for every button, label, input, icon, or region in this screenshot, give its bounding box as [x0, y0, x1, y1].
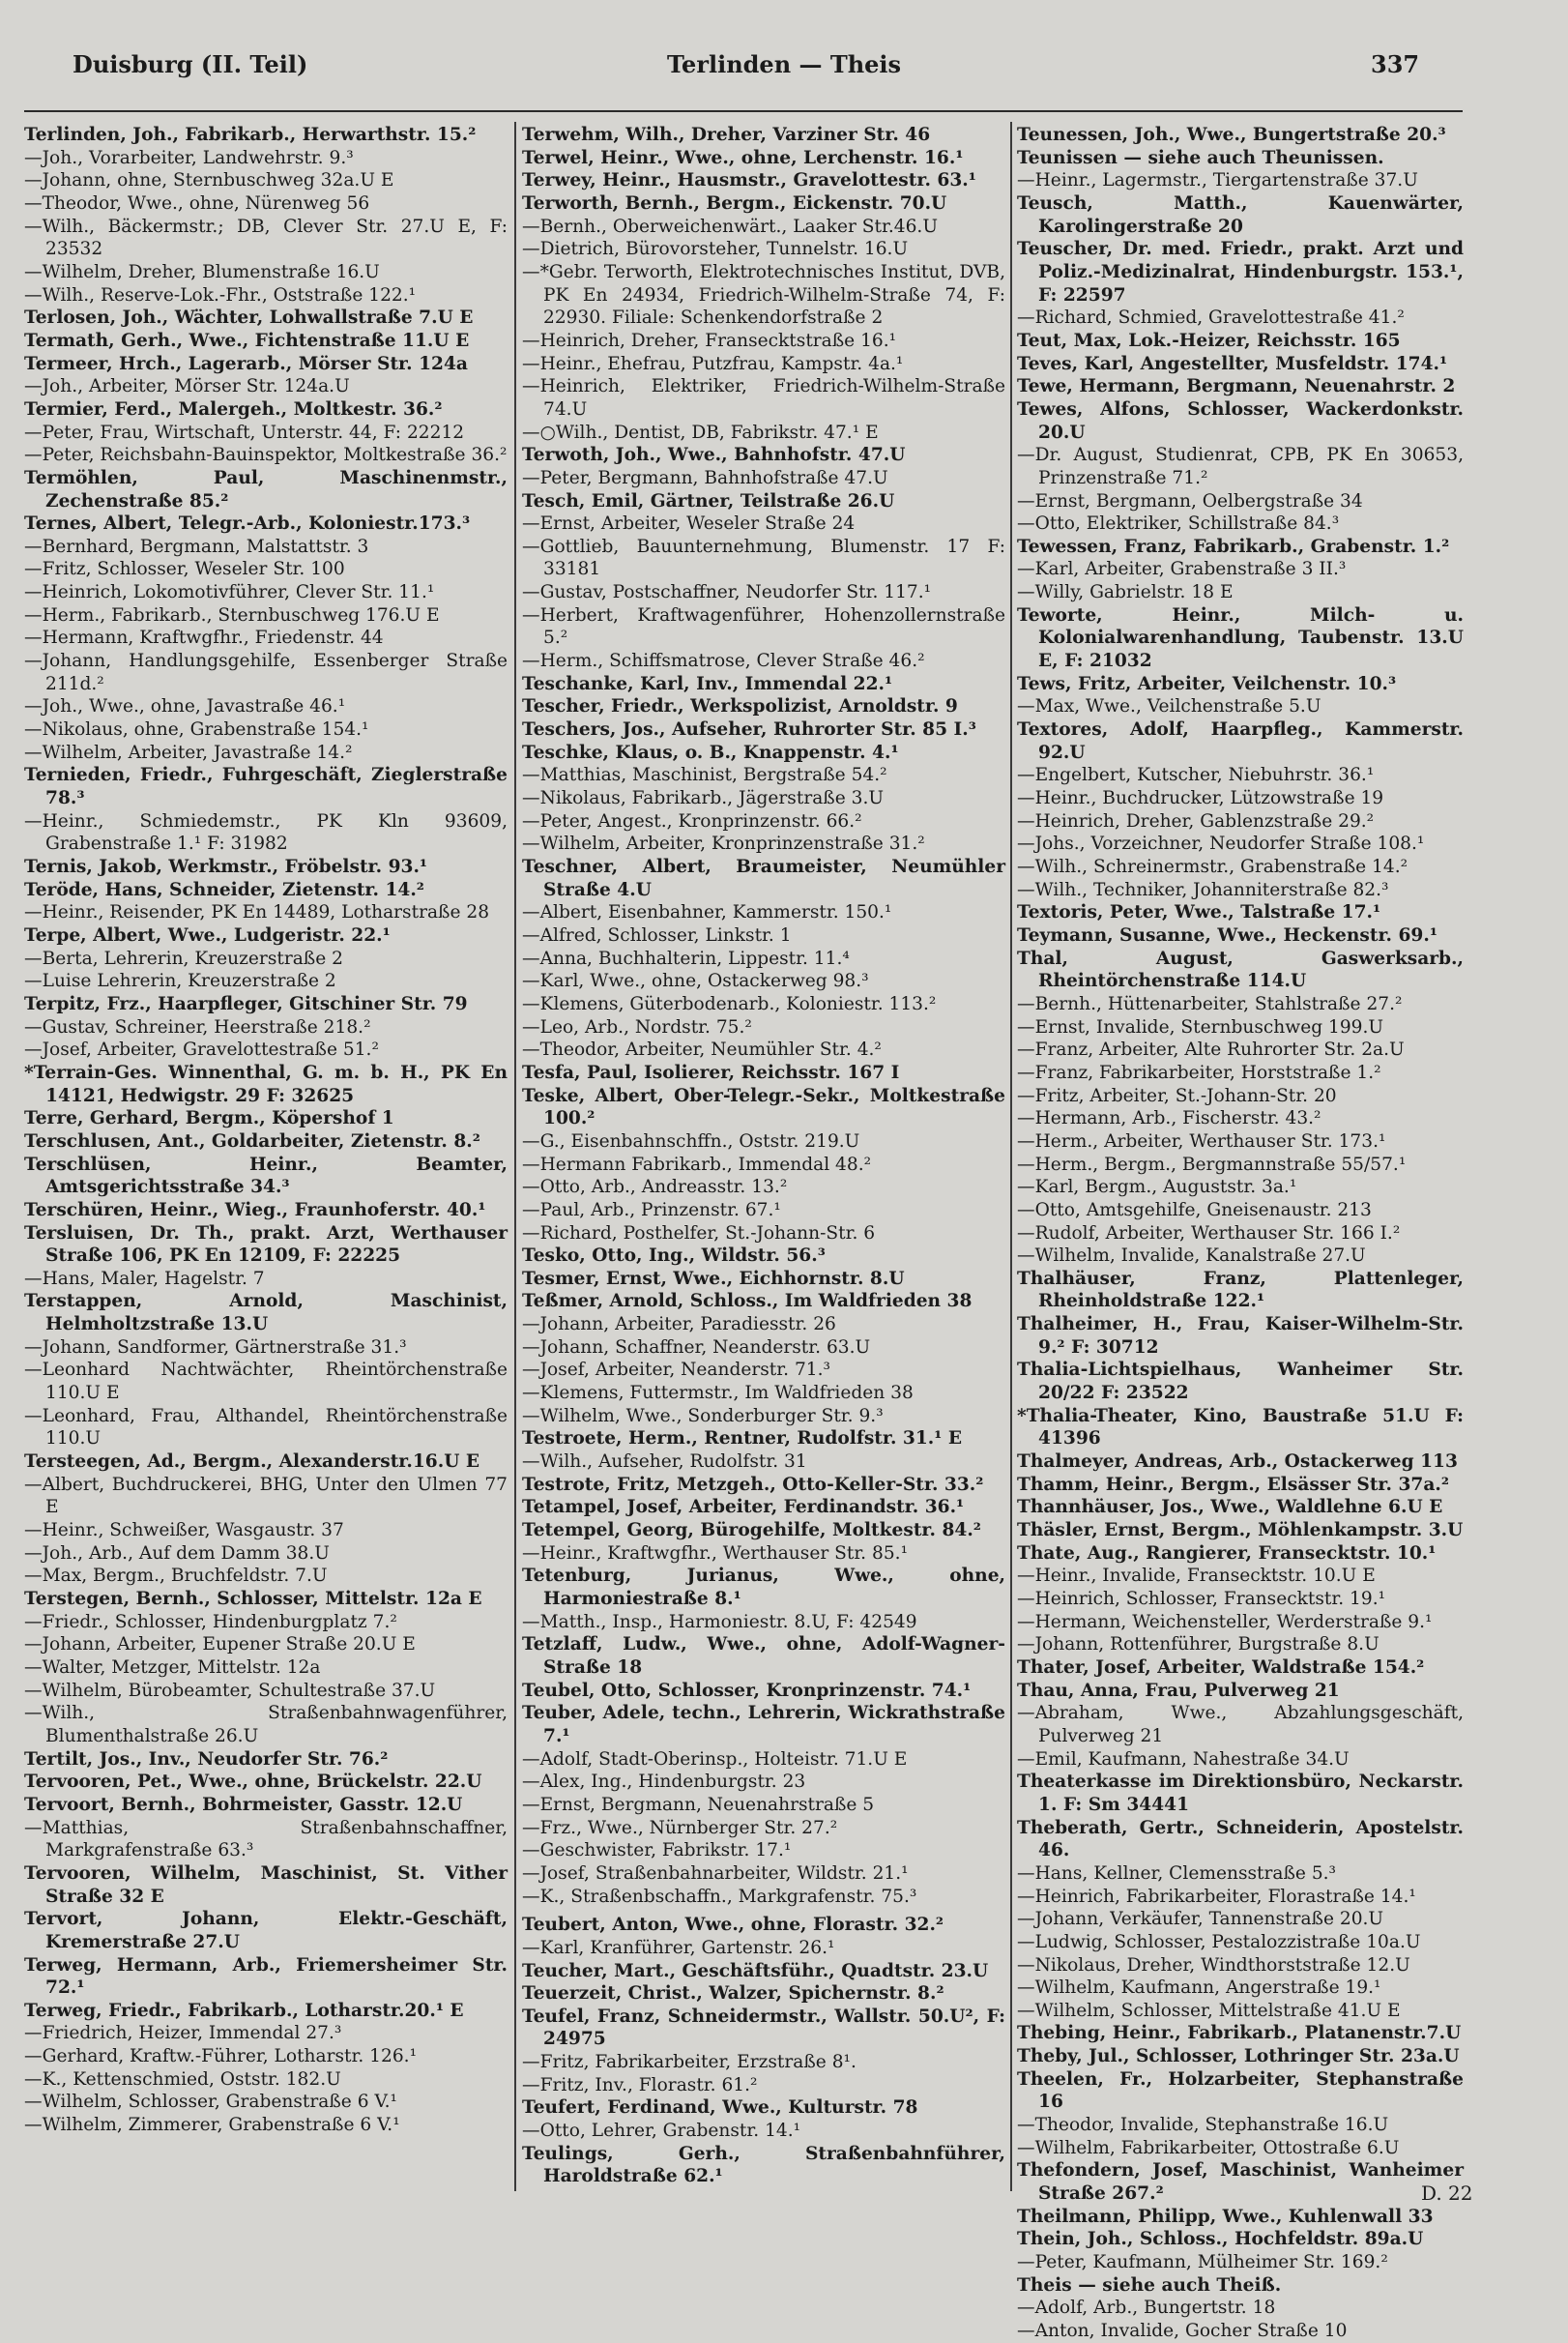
directory-entry: Tescher, Friedr., Werkspolizist, Arnoldstr. 9	[522, 696, 958, 718]
directory-entry: —Herm., Arbeiter, Werthauser Str. 173.¹	[1017, 1130, 1386, 1152]
directory-entry: —Herm., Schiffsmatrose, Clever Straße 46.²	[522, 651, 925, 672]
directory-entry: Ternis, Jakob, Werkmstr., Fröbelstr. 93.¹	[24, 857, 428, 877]
directory-entry: Testrote, Fritz, Metzgeh., Otto-Keller-Str. 33.²	[522, 1474, 984, 1495]
directory-entry: —Anna, Buchhalterin, Lippestr. 11.⁴	[522, 948, 850, 969]
directory-entry: —Wilh., Aufseher, Rudolfstr. 31	[522, 1451, 807, 1473]
directory-entry: —Leonhard, Frau, Althandel, Rheintörchenstraße 110.U	[24, 1405, 508, 1450]
directory-entry: —Peter, Bergmann, Bahnhofstraße 47.U	[522, 467, 888, 488]
directory-entry: Tetzlaff, Ludw., Wwe., ohne, Adolf-Wagner-Straße 18	[522, 1634, 1005, 1678]
directory-entry: —Heinr., Invalide, Fransecktstr. 10.U E	[1017, 1566, 1376, 1587]
directory-entry: Teuscher, Dr. med. Friedr., prakt. Arzt und Poliz.-Medizinalrat, Hindenburgstr. 153.¹, F: 22597	[1017, 239, 1464, 306]
directory-entry: —Gustav, Postschaffner, Neudorfer Str. 117.¹	[522, 582, 932, 603]
directory-entry: —Karl, Bergm., Auguststr. 3a.¹	[1017, 1177, 1297, 1198]
directory-entry: Tervooren, Wilhelm, Maschinist, St. Vither Straße 32 E	[24, 1862, 508, 1907]
directory-entry: —Friedrich, Heizer, Immendal 27.³	[24, 2023, 342, 2044]
directory-entry: Thalheimer, H., Frau, Kaiser-Wilhelm-Str. 9.² F: 30712	[1017, 1314, 1464, 1358]
directory-entry: —Johann, Rottenführer, Burgstraße 8.U	[1017, 1634, 1379, 1655]
signature-mark: D. 22	[1421, 2182, 1473, 2205]
directory-entry: —Johann, Schaffner, Neanderstr. 63.U	[522, 1336, 871, 1358]
directory-entry: —K., Straßenbschaffn., Markgrafenstr. 75.³	[522, 1886, 917, 1907]
directory-entry: Termath, Gerh., Wwe., Fichtenstraße 11.U E	[24, 330, 470, 351]
directory-entry: Thate, Aug., Rangierer, Fransecktstr. 10.¹	[1017, 1542, 1437, 1564]
directory-entry: Tertilt, Jos., Inv., Neudorfer Str. 76.²	[24, 1748, 389, 1770]
directory-entry: —Karl, Kranführer, Gartenstr. 26.¹	[522, 1937, 835, 1958]
directory-entry: —Otto, Elektriker, Schillstraße 84.³	[1017, 513, 1340, 535]
directory-entry: —Wilh., Bäckermstr.; DB, Clever Str. 27.U E, F: 23532	[24, 216, 508, 260]
directory-entry: Thamm, Heinr., Bergm., Elsässer Str. 37a.²	[1017, 1474, 1450, 1495]
column-divider	[1010, 122, 1012, 2191]
directory-entry: —Hermann, Arb., Fischerstr. 43.²	[1017, 1108, 1321, 1129]
directory-entry: Textores, Adolf, Haarpfleg., Kammerstr. 92.U	[1017, 719, 1464, 763]
running-head-left: Duisburg (II. Teil)	[73, 50, 308, 78]
directory-entry: Termier, Ferd., Malergeh., Moltkestr. 36.²	[24, 398, 443, 420]
directory-entry: —Johs., Vorzeichner, Neudorfer Straße 108.¹	[1017, 834, 1425, 855]
directory-entry: —Wilhelm, Bürobeamter, Schultestraße 37.U	[24, 1680, 436, 1701]
directory-entry: —Heinr., Schmiedemstr., PK Kln 93609, Grabenstraße 1.¹ F: 31982	[24, 810, 508, 855]
directory-entry: Tervort, Johann, Elektr.-Geschäft, Kremerstraße 27.U	[24, 1909, 508, 1952]
directory-entry: —Adolf, Arb., Bungertstr. 18	[1017, 2298, 1276, 2319]
directory-entry: —Otto, Arb., Andreasstr. 13.²	[522, 1177, 788, 1198]
directory-entry: —Frz., Wwe., Nürnberger Str. 27.²	[522, 1817, 838, 1838]
directory-entry: —Wilh., Schreinermstr., Grabenstraße 14.²	[1017, 857, 1408, 877]
directory-entry: Tewessen, Franz, Fabrikarb., Grabenstr. 1.²	[1017, 536, 1450, 557]
directory-entry: —Heinrich, Elektriker, Friedrich-Wilhelm-Straße 74.U	[522, 376, 1005, 420]
directory-entry: —Wilh., Straßenbahnwagenführer, Blumenthalstraße 26.U	[24, 1703, 508, 1746]
directory-entry: —Heinrich, Dreher, Gablenzstraße 29.²	[1017, 810, 1375, 832]
directory-entry: —Fritz, Arbeiter, St.-Johann-Str. 20	[1017, 1085, 1337, 1106]
directory-entry: —Anton, Invalide, Gocher Straße 10	[1017, 2321, 1348, 2341]
directory-entry: Theberath, Gertr., Schneiderin, Apostelstr. 46.	[1017, 1817, 1464, 1861]
directory-entry: Terre, Gerhard, Bergm., Köpershof 1	[24, 1108, 394, 1129]
directory-entry: Terweg, Friedr., Fabrikarb., Lotharstr.20.¹ E	[24, 2000, 464, 2021]
directory-entry: —Fritz, Inv., Florastr. 61.²	[522, 2074, 758, 2095]
directory-entry: —Geschwister, Fabrikstr. 17.¹	[522, 1840, 792, 1861]
directory-entry: —Johann, Arbeiter, Paradiesstr. 26	[522, 1314, 836, 1335]
directory-entry: Ternieden, Friedr., Fuhrgeschäft, Zieglerstraße 78.³	[24, 765, 508, 809]
directory-entry: —Theodor, Invalide, Stephanstraße 16.U	[1017, 2115, 1389, 2136]
directory-entry: —Klemens, Güterbodenarb., Koloniestr. 113.²	[522, 993, 937, 1014]
directory-entry: Tervoort, Bernh., Bohrmeister, Gasstr. 12.U	[24, 1794, 463, 1815]
directory-entry: —Peter, Kaufmann, Mülheimer Str. 169.²	[1017, 2252, 1388, 2273]
directory-entry: —Engelbert, Kutscher, Niebuhrstr. 36.¹	[1017, 765, 1375, 786]
directory-entry: Terworth, Bernh., Bergm., Eickenstr. 70.U	[522, 192, 947, 214]
directory-entry: —Richard, Posthelfer, St.-Johann-Str. 6	[522, 1222, 876, 1244]
directory-entry: *Thalia-Theater, Kino, Baustraße 51.U F: 41396	[1017, 1405, 1464, 1450]
directory-entry: —Otto, Amtsgehilfe, Gneisenaustr. 213	[1017, 1199, 1372, 1220]
directory-entry: —Ernst, Invalide, Sternbuschweg 199.U	[1017, 1016, 1384, 1038]
directory-entry: —Albert, Buchdruckerei, BHG, Unter den Ulmen 77 E	[24, 1474, 508, 1518]
directory-entry: —Richard, Schmied, Gravelottestraße 41.²	[1017, 308, 1405, 329]
directory-entry: —Herm., Bergm., Bergmannstraße 55/57.¹	[1017, 1154, 1407, 1175]
directory-entry: —Ernst, Bergmann, Neuenahrstraße 5	[522, 1794, 875, 1815]
directory-entry: —Heinr., Kraftwgfhr., Werthauser Str. 85.¹	[522, 1542, 909, 1564]
directory-entry: —Alex, Ing., Hindenburgstr. 23	[522, 1772, 806, 1793]
directory-entry: Teunissen — siehe auch Theunissen.	[1017, 147, 1384, 168]
directory-entry: Theilmann, Philipp, Wwe., Kuhlenwall 33	[1017, 2206, 1434, 2227]
directory-entry: —Wilhelm, Arbeiter, Kronprinzenstraße 31.²	[522, 834, 925, 855]
directory-entry: —Heinrich, Lokomotivführer, Clever Str. 11.¹	[24, 582, 435, 603]
directory-entry: —Walter, Metzger, Mittelstr. 12a	[24, 1656, 321, 1678]
directory-entry: —Otto, Lehrer, Grabenstr. 14.¹	[522, 2121, 801, 2142]
directory-entry: —Wilhelm, Dreher, Blumenstraße 16.U	[24, 261, 380, 282]
directory-entry: Thannhäuser, Jos., Wwe., Waldlehne 6.U E	[1017, 1497, 1443, 1518]
directory-entry: Teschanke, Karl, Inv., Immendal 22.¹	[522, 673, 893, 694]
directory-entry: —Hans, Kellner, Clemensstraße 5.³	[1017, 1862, 1337, 1884]
directory-entry: Terwehm, Wilh., Dreher, Varziner Str. 46	[522, 125, 931, 145]
column-divider	[514, 122, 516, 2191]
directory-entry: —Heinrich, Dreher, Fransecktstraße 16.¹	[522, 330, 897, 351]
directory-entry: —Abraham, Wwe., Abzahlungsgeschäft, Pulverweg 21	[1017, 1703, 1464, 1746]
directory-entry: Teschke, Klaus, o. B., Knappenstr. 4.¹	[522, 742, 899, 763]
directory-entry: Thal, August, Gaswerksarb., Rheintörchenstraße 114.U	[1017, 948, 1464, 992]
directory-entry: —Theodor, Wwe., ohne, Nürenweg 56	[24, 192, 370, 214]
directory-entry: Thalia-Lichtspielhaus, Wanheimer Str. 20/22 F: 23522	[1017, 1360, 1464, 1404]
directory-entry: Tersluisen, Dr. Th., prakt. Arzt, Werthauser Straße 106, PK En 12109, F: 22225	[24, 1222, 508, 1267]
directory-entry: Terweg, Hermann, Arb., Friemersheimer Str. 72.¹	[24, 1954, 508, 1999]
directory-entry: —Leonhard Nachtwächter, Rheintörchenstraße 110.U E	[24, 1360, 508, 1404]
directory-entry: —Wilhelm, Kaufmann, Angerstraße 19.¹	[1017, 1977, 1381, 1999]
directory-entry: Teworte, Heinr., Milch- u. Kolonialwarenhandlung, Taubenstr. 13.U E, F: 21032	[1017, 604, 1464, 672]
directory-entry: Thein, Joh., Schloss., Hochfeldstr. 89a.U	[1017, 2229, 1424, 2250]
directory-entry: —Herm., Fabrikarb., Sternbuschweg 176.U E	[24, 604, 440, 626]
directory-entry: Teschner, Albert, Braumeister, Neumühler Straße 4.U	[522, 857, 1005, 900]
directory-entry: —Max, Wwe., Veilchenstraße 5.U	[1017, 696, 1321, 718]
directory-entry: —Josef, Arbeiter, Neanderstr. 71.³	[522, 1360, 830, 1381]
directory-entry: —Dr. August, Studienrat, CPB, PK En 30653, Prinzenstraße 71.²	[1017, 445, 1464, 488]
directory-entry: —Nikolaus, ohne, Grabenstraße 154.¹	[24, 719, 369, 741]
directory-entry: Teßmer, Arnold, Schloss., Im Waldfrieden 38	[522, 1291, 973, 1312]
directory-entry: Tersteegen, Ad., Bergm., Alexanderstr.16.U E	[24, 1451, 480, 1473]
directory-entry: Teufert, Ferdinand, Wwe., Kulturstr. 78	[522, 2097, 918, 2119]
directory-entry: Terwel, Heinr., Wwe., ohne, Lerchenstr. 16.¹	[522, 147, 964, 168]
directory-entry: —Klemens, Futtermstr., Im Waldfrieden 38	[522, 1383, 914, 1404]
directory-entry: —Emil, Kaufmann, Nahestraße 34.U	[1017, 1748, 1350, 1770]
directory-entry: —Leo, Arb., Nordstr. 75.²	[522, 1016, 752, 1038]
directory-entry: —Bernhard, Bergmann, Malstattstr. 3	[24, 536, 369, 557]
directory-entry: Termöhlen, Paul, Maschinenmstr., Zechenstraße 85.²	[24, 467, 508, 512]
directory-entry: Tetempel, Georg, Bürogehilfe, Moltkestr. 84.²	[522, 1520, 981, 1541]
directory-entry: Teulings, Gerh., Straßenbahnführer, Haroldstraße 62.¹	[522, 2143, 1005, 2187]
directory-entry: Teröde, Hans, Schneider, Zietenstr. 14.²	[24, 879, 424, 900]
directory-entry: Teuber, Adele, techn., Lehrerin, Wickrathstraße 7.¹	[522, 1703, 1005, 1746]
directory-entry: —Matth., Insp., Harmoniestr. 8.U, F: 42549	[522, 1611, 917, 1632]
directory-entry: Terlosen, Joh., Wächter, Lohwallstraße 7.U E	[24, 308, 474, 329]
directory-entry: —Johann, ohne, Sternbuschweg 32a.U E	[24, 170, 394, 191]
directory-entry: Terlinden, Joh., Fabrikarb., Herwarthstr. 15.²	[24, 125, 477, 145]
directory-entry: Theelen, Fr., Holzarbeiter, Stephanstraße 16	[1017, 2068, 1464, 2113]
directory-entry: —Wilhelm, Invalide, Kanalstraße 27.U	[1017, 1245, 1366, 1267]
directory-entry: —Friedr., Schlosser, Hindenburgplatz 7.²	[24, 1611, 397, 1632]
directory-entry: —Bernh., Hüttenarbeiter, Stahlstraße 27.²	[1017, 993, 1403, 1014]
directory-entry: Tesfa, Paul, Isolierer, Reichsstr. 167 I	[522, 1062, 900, 1083]
directory-entry: —Gottlieb, Bauunternehmung, Blumenstr. 17 F: 33181	[522, 536, 1005, 580]
directory-entry: Theaterkasse im Direktionsbüro, Neckarstr. 1. F: Sm 34441	[1017, 1772, 1464, 1815]
page-number: 337	[1371, 50, 1420, 78]
directory-entry: Teubert, Anton, Wwe., ohne, Florastr. 32.²	[522, 1915, 944, 1936]
directory-entry: —Wilhelm, Fabrikarbeiter, Ottostraße 6.U	[1017, 2137, 1400, 2158]
directory-column-3	[1017, 124, 1464, 2343]
directory-entry: Thefondern, Josef, Maschinist, Wanheimer Straße 267.²	[1017, 2160, 1464, 2205]
directory-entry: Thebing, Heinr., Fabrikarb., Platanenstr.7.U	[1017, 2023, 1462, 2044]
directory-entry: Terpitz, Frz., Haarpfleger, Gitschiner Str. 79	[24, 993, 468, 1014]
directory-entry: Terschlüsen, Heinr., Beamter, Amtsgerichtsstraße 34.³	[24, 1154, 508, 1198]
directory-entry: —Herbert, Kraftwagenführer, Hohenzollernstraße 5.²	[522, 604, 1005, 649]
directory-entry: —Hermann, Weichensteller, Werderstraße 9.¹	[1017, 1611, 1433, 1632]
directory-entry: —Theodor, Arbeiter, Neumühler Str. 4.²	[522, 1040, 882, 1061]
directory-entry: Tervooren, Pet., Wwe., ohne, Brückelstr. 22.U	[24, 1772, 482, 1793]
directory-entry: —Karl, Wwe., ohne, Ostackerweg 98.³	[522, 971, 869, 992]
directory-entry: —Peter, Angest., Kronprinzenstr. 66.²	[522, 810, 862, 832]
directory-entry: —Matthias, Straßenbahnschaffner, Markgrafenstraße 63.³	[24, 1817, 508, 1861]
directory-entry: Textoris, Peter, Wwe., Talstraße 17.¹	[1017, 902, 1381, 923]
directory-entry: —Max, Bergm., Bruchfeldstr. 7.U	[24, 1566, 328, 1587]
directory-entry: —Heinr., Reisender, PK En 14489, Lotharstraße 28	[24, 902, 490, 923]
directory-entry: —Albert, Eisenbahner, Kammerstr. 150.¹	[522, 902, 892, 923]
directory-entry: —Luise Lehrerin, Kreuzerstraße 2	[24, 971, 336, 992]
directory-entry: —Johann, Handlungsgehilfe, Essenberger Straße 211d.²	[24, 651, 508, 694]
directory-entry: Tetenburg, Jurianus, Wwe., ohne, Harmoniestraße 8.¹	[522, 1566, 1005, 1609]
directory-entry: —Heinr., Buchdrucker, Lützowstraße 19	[1017, 788, 1384, 809]
directory-entry: Terwoth, Joh., Wwe., Bahnhofstr. 47.U	[522, 445, 906, 466]
directory-entry: —Bernh., Oberweichenwärt., Laaker Str.46.U	[522, 216, 938, 237]
directory-entry: Testroete, Herm., Rentner, Rudolfstr. 31.¹ E	[522, 1428, 963, 1450]
directory-entry: Terwey, Heinr., Hausmstr., Gravelottestr. 63.¹	[522, 170, 976, 191]
directory-entry: Teschers, Jos., Aufseher, Ruhrorter Str. 85 I.³	[522, 719, 976, 741]
directory-entry: Thater, Josef, Arbeiter, Waldstraße 154.²	[1017, 1656, 1425, 1678]
directory-entry: Terpe, Albert, Wwe., Ludgeristr. 22.¹	[24, 924, 391, 946]
directory-entry: —Ernst, Bergmann, Oelbergstraße 34	[1017, 490, 1363, 512]
directory-entry: —Wilh., Reserve-Lok.-Fhr., Oststraße 122.¹	[24, 284, 417, 306]
directory-entry: Tesmer, Ernst, Wwe., Eichhornstr. 8.U	[522, 1268, 905, 1289]
directory-entry: —Ludwig, Schlosser, Pestalozzistraße 10a.U	[1017, 1931, 1421, 1952]
directory-entry: —Wilhelm, Wwe., Sonderburger Str. 9.³	[522, 1405, 884, 1426]
directory-entry: —Nikolaus, Dreher, Windthorststraße 12.U	[1017, 1954, 1410, 1976]
directory-entry: —Gustav, Schreiner, Heerstraße 218.²	[24, 1016, 371, 1038]
directory-entry: —Heinrich, Schlosser, Fransecktstr. 19.¹	[1017, 1589, 1386, 1609]
directory-entry: Teunessen, Joh., Wwe., Bungertstraße 20.³	[1017, 125, 1446, 145]
directory-entry: Termeer, Hrch., Lagerarb., Mörser Str. 124a	[24, 353, 468, 374]
directory-entry: —Peter, Frau, Wirtschaft, Unterstr. 44, F: 22212	[24, 422, 465, 443]
directory-entry: —Franz, Fabrikarbeiter, Horststraße 1.²	[1017, 1062, 1381, 1083]
directory-entry: Teuerzeit, Christ., Walzer, Spichernstr. 8.²	[522, 1983, 944, 2005]
directory-entry: Teske, Albert, Ober-Telegr.-Sekr., Moltkestraße 100.²	[522, 1085, 1005, 1129]
directory-entry: —Josef, Straßenbahnarbeiter, Wildstr. 21.¹	[522, 1862, 909, 1884]
directory-entry: Tews, Fritz, Arbeiter, Veilchenstr. 10.³	[1017, 673, 1397, 694]
directory-entry: —Gerhard, Kraftw.-Führer, Lotharstr. 126.¹	[24, 2046, 418, 2067]
directory-entry: —Joh., Arb., Auf dem Damm 38.U	[24, 1542, 330, 1564]
directory-entry: —Adolf, Stadt-Oberinsp., Holteistr. 71.U E	[522, 1748, 908, 1770]
directory-entry: Teufel, Franz, Schneidermstr., Wallstr. 50.U², F: 24975	[522, 2006, 1005, 2050]
directory-entry: —Heinr., Ehefrau, Putzfrau, Kampstr. 4a.¹	[522, 353, 904, 374]
directory-entry: —Heinrich, Fabrikarbeiter, Florastraße 14.¹	[1017, 1886, 1416, 1907]
directory-entry: —Fritz, Schlosser, Weseler Str. 100	[24, 559, 345, 580]
directory-entry: Tesko, Otto, Ing., Wildstr. 56.³	[522, 1245, 826, 1267]
directory-entry: —Paul, Arb., Prinzenstr. 67.¹	[522, 1199, 781, 1220]
directory-entry: —Alfred, Schlosser, Linkstr. 1	[522, 924, 792, 946]
directory-entry: —Joh., Wwe., ohne, Javastraße 46.¹	[24, 696, 346, 718]
directory-entry: —Joh., Vorarbeiter, Landwehrstr. 9.³	[24, 147, 354, 168]
directory-entry: Teucher, Mart., Geschäftsführ., Quadtstr. 23.U	[522, 1960, 989, 1981]
directory-entry: —Wilhelm, Schlosser, Mittelstraße 41.U E	[1017, 2000, 1401, 2021]
directory-entry: —Hans, Maler, Hagelstr. 7	[24, 1268, 265, 1289]
directory-entry: —Joh., Arbeiter, Mörser Str. 124a.U	[24, 376, 350, 397]
directory-entry: Thalmeyer, Andreas, Arb., Ostackerweg 113	[1017, 1451, 1458, 1473]
directory-entry: Terstappen, Arnold, Maschinist, Helmholtzstraße 13.U	[24, 1291, 508, 1335]
directory-entry: —K., Kettenschmied, Oststr. 182.U	[24, 2068, 341, 2090]
directory-entry: —Wilhelm, Schlosser, Grabenstraße 6 V.¹	[24, 2092, 397, 2113]
directory-entry: Thau, Anna, Frau, Pulverweg 21	[1017, 1680, 1340, 1701]
directory-entry: Ternes, Albert, Telegr.-Arb., Koloniestr.173.³	[24, 513, 471, 535]
directory-entry: —○Wilh., Dentist, DB, Fabrikstr. 47.¹ E	[522, 422, 879, 443]
directory-entry: Teut, Max, Lok.-Heizer, Reichsstr. 165	[1017, 330, 1401, 351]
directory-entry: Terschüren, Heinr., Wieg., Fraunhoferstr. 40.¹	[24, 1199, 486, 1220]
directory-entry: —Johann, Sandformer, Gärtnerstraße 31.³	[24, 1336, 407, 1358]
directory-entry: *Terrain-Ges. Winnenthal, G. m. b. H., PK En 14121, Hedwigstr. 29 F: 32625	[24, 1062, 508, 1106]
directory-entry: Theis — siehe auch Theiß.	[1017, 2274, 1282, 2296]
directory-entry: —Wilh., Techniker, Johanniterstraße 82.³	[1017, 879, 1389, 900]
directory-entry: —Johann, Verkäufer, Tannenstraße 20.U	[1017, 1909, 1384, 1930]
directory-entry: —Karl, Arbeiter, Grabenstraße 3 II.³	[1017, 559, 1347, 580]
directory-entry: —Peter, Reichsbahn-Bauinspektor, Moltkestraße 36.²	[24, 445, 508, 466]
directory-entry: —Rudolf, Arbeiter, Werthauser Str. 166 I.²	[1017, 1222, 1401, 1244]
directory-entry: —Josef, Arbeiter, Gravelottestraße 51.²	[24, 1040, 379, 1061]
directory-entry: Teymann, Susanne, Wwe., Heckenstr. 69.¹	[1017, 924, 1437, 946]
directory-entry: —Hermann Fabrikarb., Immendal 48.²	[522, 1154, 872, 1175]
directory-entry: —Ernst, Arbeiter, Weseler Straße 24	[522, 513, 856, 535]
directory-entry: —Heinr., Lagermstr., Tiergartenstraße 37.U	[1017, 170, 1418, 191]
directory-entry: Thalhäuser, Franz, Plattenleger, Rheinholdstraße 122.¹	[1017, 1268, 1464, 1312]
header-rule	[24, 110, 1463, 112]
directory-entry: Theby, Jul., Schlosser, Lothringer Str. 23a.U	[1017, 2046, 1460, 2067]
directory-entry: —Dietrich, Bürovorsteher, Tunnelstr. 16.U	[522, 239, 909, 260]
directory-entry: —Willy, Gabrielstr. 18 E	[1017, 582, 1234, 603]
directory-entry: —G., Eisenbahnschffn., Oststr. 219.U	[522, 1130, 860, 1152]
directory-entry: Teusch, Matth., Kauenwärter, Karolingerstraße 20	[1017, 192, 1464, 237]
directory-entry: Tewe, Hermann, Bergmann, Neuenahrstr. 2	[1017, 376, 1456, 397]
directory-column-1	[24, 124, 508, 2137]
directory-entry: —Heinr., Schweißer, Wasgaustr. 37	[24, 1520, 344, 1541]
directory-entry: —Hermann, Kraftwgfhr., Friedenstr. 44	[24, 628, 384, 649]
directory-entry: —Berta, Lehrerin, Kreuzerstraße 2	[24, 948, 343, 969]
directory-entry: —Fritz, Fabrikarbeiter, Erzstraße 8¹.	[522, 2052, 857, 2073]
directory-entry: —Johann, Arbeiter, Eupener Straße 20.U E	[24, 1634, 416, 1655]
directory-entry: —*Gebr. Terworth, Elektrotechnisches Institut, DVB, PK En 24934, Friedrich-Wilhelm-Straße 74, F: 22930. Filiale: Schenkendorfstraße 2	[522, 261, 1005, 329]
directory-column-2	[522, 124, 1005, 2188]
directory-entry: —Matthias, Maschinist, Bergstraße 54.²	[522, 765, 887, 786]
directory-entry: Tesch, Emil, Gärtner, Teilstraße 26.U	[522, 490, 895, 512]
running-head-center: Terlinden — Theis	[666, 50, 902, 78]
directory-entry: Thäsler, Ernst, Bergm., Möhlenkampstr. 3.U	[1017, 1520, 1464, 1541]
directory-entry: —Nikolaus, Fabrikarb., Jägerstraße 3.U	[522, 788, 885, 809]
directory-entry: Terschlusen, Ant., Goldarbeiter, Zietenstr. 8.²	[24, 1130, 480, 1152]
directory-entry: Tetampel, Josef, Arbeiter, Ferdinandstr. 36.¹	[522, 1497, 965, 1518]
directory-entry: Tewes, Alfons, Schlosser, Wackerdonkstr. 20.U	[1017, 398, 1464, 443]
directory-entry: —Franz, Arbeiter, Alte Ruhrorter Str. 2a.U	[1017, 1040, 1405, 1061]
directory-entry: Terstegen, Bernh., Schlosser, Mittelstr. 12a E	[24, 1589, 482, 1609]
directory-entry: —Wilhelm, Zimmerer, Grabenstraße 6 V.¹	[24, 2115, 400, 2136]
directory-entry: —Wilhelm, Arbeiter, Javastraße 14.²	[24, 742, 353, 763]
directory-entry: Teubel, Otto, Schlosser, Kronprinzenstr. 74.¹	[522, 1680, 972, 1701]
directory-entry: Teves, Karl, Angestellter, Musfeldstr. 174.¹	[1017, 353, 1448, 374]
